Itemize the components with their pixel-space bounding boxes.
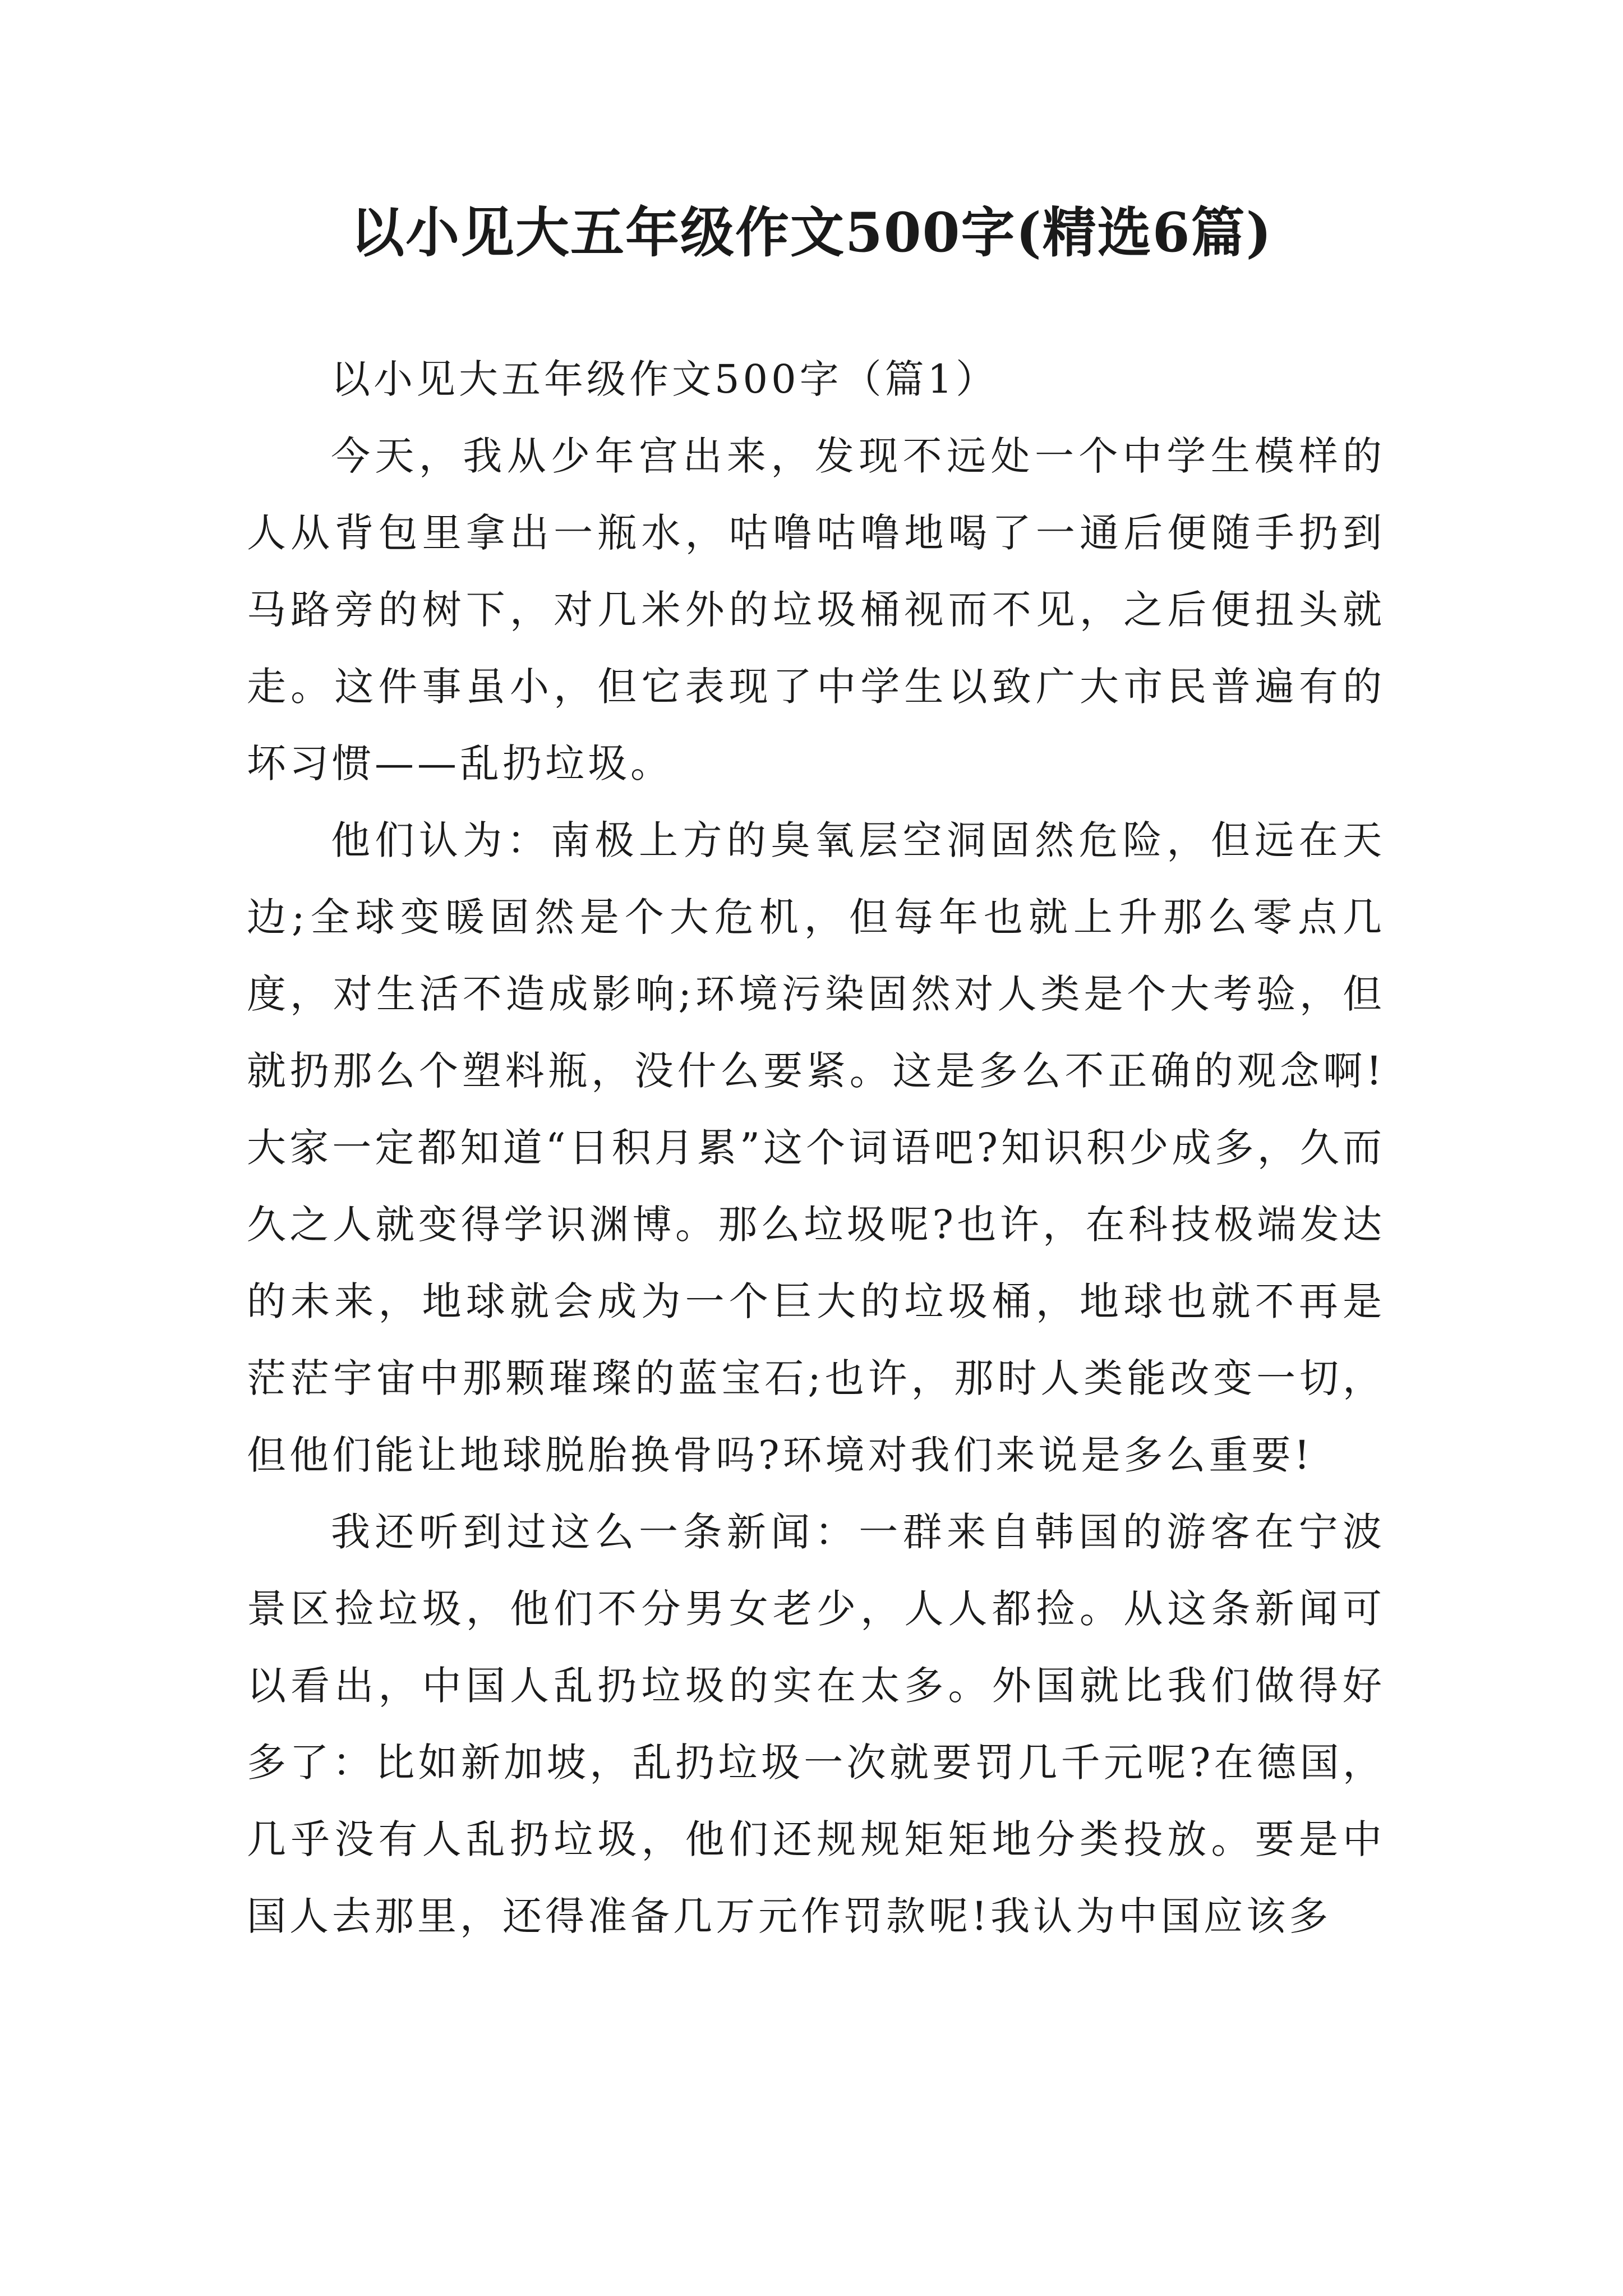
paragraph-1: 今天，我从少年宫出来，发现不远处一个中学生模样的人从背包里拿出一瓶水，咕噜咕噜地喝了一通后便随手扔到马路旁的树下，对几米外的垃圾桶视而不见，之后便扭头就走。这件事虽小，但它表现了中学生以致广大市民普遍有的坏习惯——乱扔垃圾。 bbox=[247, 433, 1385, 786]
paragraph-3: 我还听到过这么一条新闻：一群来自韩国的游客在宁波景区捡垃圾，他们不分男女老少，人人都捡。从这条新闻可以看出，中国人乱扔垃圾的实在太多。外国就比我们做得好多了：比如新加坡，乱扔垃圾一次就要罚几千元呢?在德国，几乎没有人乱扔垃圾，他们还规规矩矩地分类投放。要是中国人去那里，还得准备几万元作罚款呢!我认为中国应该多 bbox=[247, 1509, 1385, 1939]
paragraph-2: 他们认为：南极上方的臭氧层空洞固然危险，但远在天边;全球变暖固然是个大危机，但每年也就上升那么零点几度，对生活不造成影响;环境污染固然对人类是个大考验，但就扔那么个塑料瓶，没什么要紧。这是多么不正确的观念啊!大家一定都知道“日积月累”这个词语吧?知识积少成多，久而久之人就变得学识渊博。那么垃圾呢?也许，在科技极端发达的未来，地球就会成为一个巨大的垃圾桶，地球也就不再是茫茫宇宙中那颗璀璨的蓝宝石;也许，那时人类能改变一切，但他们能让地球脱胎换骨吗?环境对我们来说是多么重要! bbox=[247, 817, 1385, 1478]
document-body bbox=[247, 341, 1385, 1955]
document-title: 以小见大五年级作文500字(精选6篇) bbox=[350, 201, 1273, 264]
section-heading: 以小见大五年级作文500字（篇1） bbox=[331, 356, 999, 402]
